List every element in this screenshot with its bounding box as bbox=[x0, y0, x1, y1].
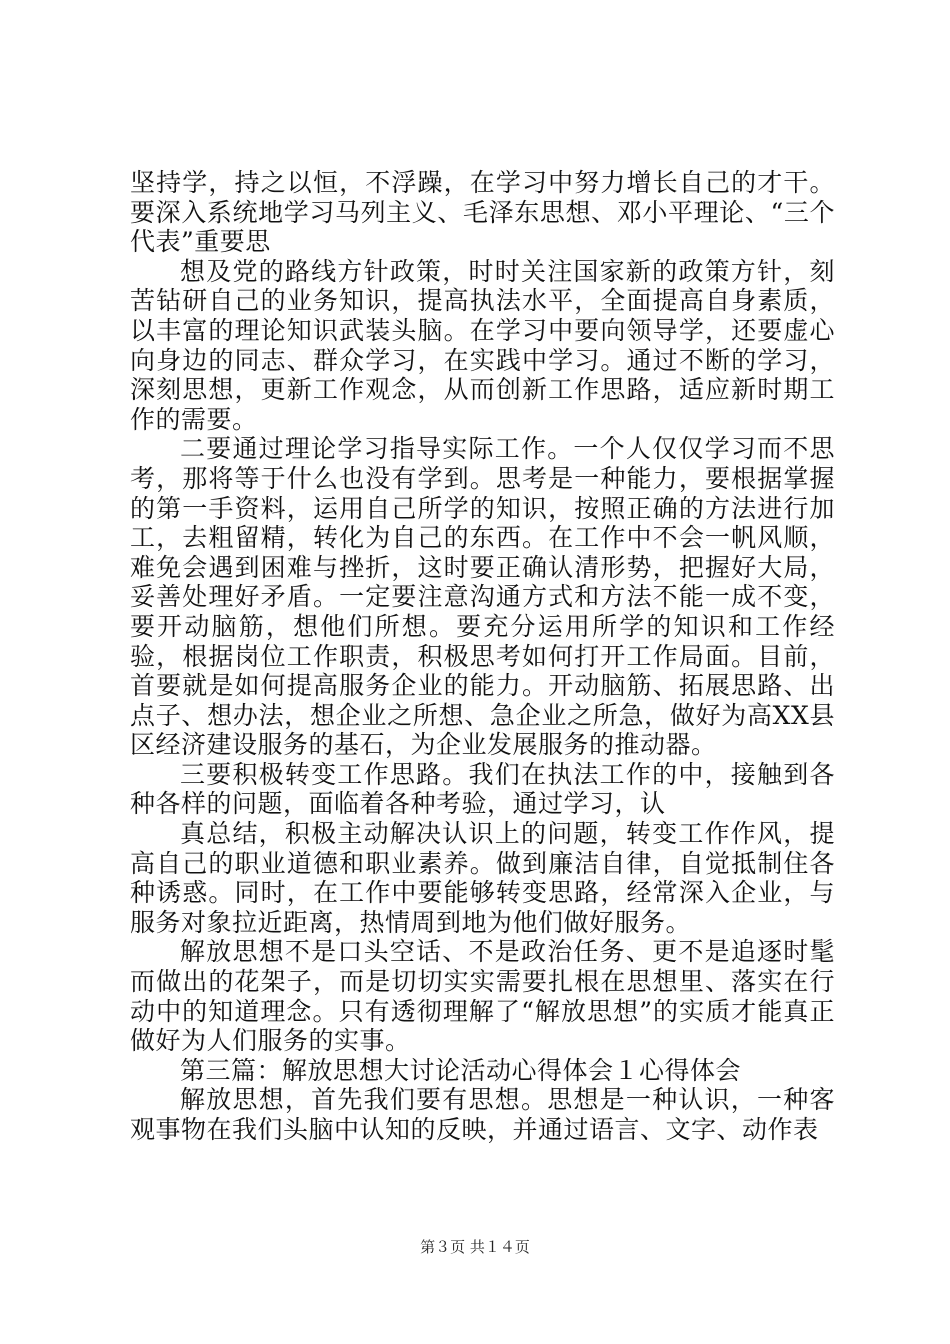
paragraph: 真总结，积极主动解决认识上的问题，转变工作作风，提高自己的职业道德和职业素养。做到廉洁自律，自觉抵制住各种诱惑。同时，在工作中要能够转变思路，经常深入企业，与服务对象拉近距离，热情周到地为他们做好服务。 bbox=[130, 819, 835, 937]
page-number-footer: 第３页 共１４页 bbox=[420, 1238, 530, 1256]
paragraph: 想及党的路线方针政策，时时关注国家新的政策方针，刻苦钻研自己的业务知识，提高执法水平，全面提高自身素质，以丰富的理论知识武装头脑。在学习中要向领导学，还要虚心向身边的同志、群众学习，在实践中学习。通过不断的学习，深刻思想，更新工作观念，从而创新工作思路，适应新时期工作的需要。 bbox=[130, 256, 835, 434]
paragraph: 坚持学，持之以恒，不浮躁，在学习中努力增长自己的才干。要深入系统地学习马列主义、毛泽东思想、邓小平理论、“三个代表”重要思 bbox=[130, 168, 835, 257]
paragraph: 解放思想不是口头空话、不是政治任务、更不是追逐时髦而做出的花架子，而是切切实实需要扎根在思想里、落实在行动中的知道理念。只有透彻理解了“解放思想”的实质才能真正做好为人们服务的实事。 bbox=[130, 937, 835, 1056]
paragraph: 解放思想，首先我们要有思想。思想是一种认识，一种客观事物在我们头脑中认知的反映，并通过语言、文字、动作表 bbox=[130, 1085, 835, 1144]
paragraph: 三要积极转变工作思路。我们在执法工作的中，接触到各种各样的问题，面临着各种考验，通过学习，认 bbox=[130, 759, 835, 819]
document-body bbox=[130, 168, 835, 1145]
section-heading: 第三篇：解放思想大讨论活动心得体会１心得体会 bbox=[180, 1055, 742, 1085]
paragraph: 二要通过理论学习指导实际工作。一个人仅仅学习而不思考，那将等于什么也没有学到。思考是一种能力，要根据掌握的第一手资料，运用自己所学的知识，按照正确的方法进行加工，去粗留精，转化为自己的东西。在工作中不会一帆风顺，难免会遇到困难与挫折，这时要正确认清形势，把握好大局，妥善处理好矛盾。一定要注意沟通方式和方法不能一成不变，要开动脑筋，想他们所想。要充分运用所学的知识和工作经验，根据岗位工作职责，积极思考如何打开工作局面。目前，首要就是如何提高服务企业的能力。开动脑筋、拓展思路、出点子、想办法，想企业之所想、急企业之所急，做好为高XX县区经济建设服务的基石，为企业发展服务的推动器。 bbox=[130, 434, 835, 760]
